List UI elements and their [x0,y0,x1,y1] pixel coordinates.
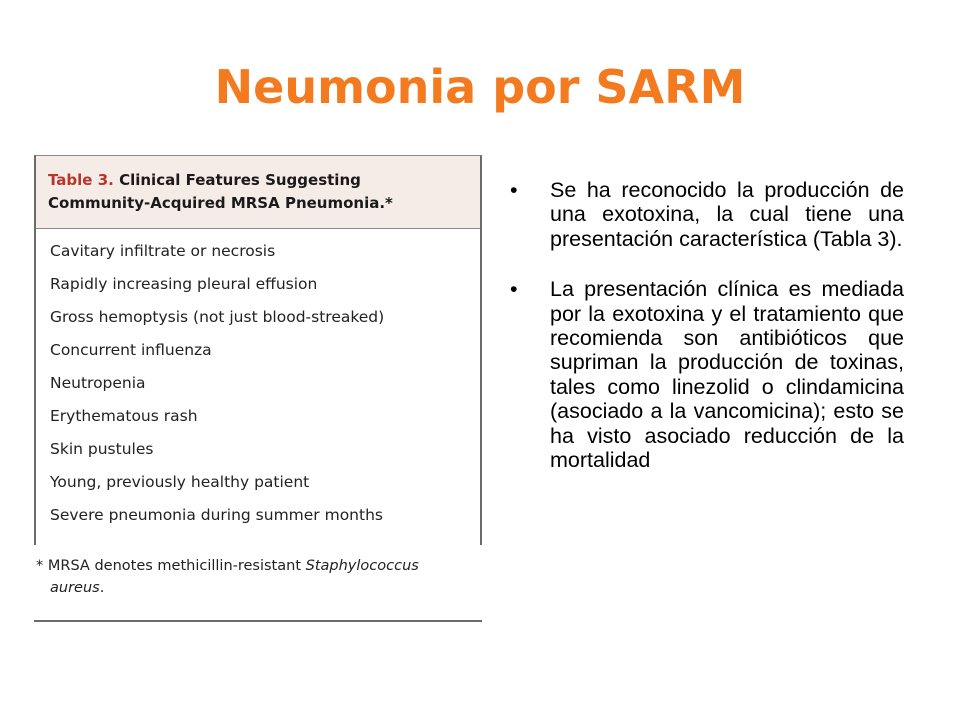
footnote-italic-genus: Staphylococcus [305,558,419,574]
footnote-prefix: * MRSA denotes methicillin-resistant [36,558,306,574]
footnote-italic-species: aureus [50,580,100,596]
table-box [34,155,482,545]
table-row: Gross hemoptysis (not just blood-streaked) [50,308,385,326]
table-caption [48,169,468,215]
bullet-list [510,178,904,498]
bullet-item [510,277,904,472]
table-figure [34,155,482,622]
bullet-dot-icon: • [510,277,518,302]
table-caption-text: Clinical Features Suggesting Community-Acquired MRSA Pneumonia.* [48,171,393,212]
bullet-item [510,178,904,251]
bullet-dot-icon: • [510,178,518,202]
table-footnote [36,555,476,599]
slide-title: Neumonia por SARM [214,60,746,114]
table-row: Rapidly increasing pleural effusion [50,275,318,293]
table-header [36,156,480,229]
bullet-text: La presentación clínica es mediada por la exotoxina y el tratamiento que recomienda son antibióticos que supriman la producción de toxinas, tales como linezolid o clindamicina (asociado a la vancomicina); esto se ha visto asociado reducción de la mortalidad [550,277,904,473]
table-row: Cavitary infiltrate or necrosis [50,242,276,260]
table-row: Severe pneumonia during summer months [50,506,383,524]
bullet-text: Se ha reconocido la producción de una exotoxina, la cual tiene una presentación característica (Tabla 3). [550,178,904,251]
table-row: Neutropenia [50,374,146,392]
table-row: Concurrent influenza [50,341,212,359]
table-rows [50,240,384,537]
footnote-suffix: . [99,580,105,596]
table-bottom-rule [34,620,482,622]
table-number: Table 3. [48,171,114,189]
table-row: Young, previously healthy patient [50,473,310,491]
table-row: Erythematous rash [50,407,198,425]
table-row: Skin pustules [50,440,154,458]
